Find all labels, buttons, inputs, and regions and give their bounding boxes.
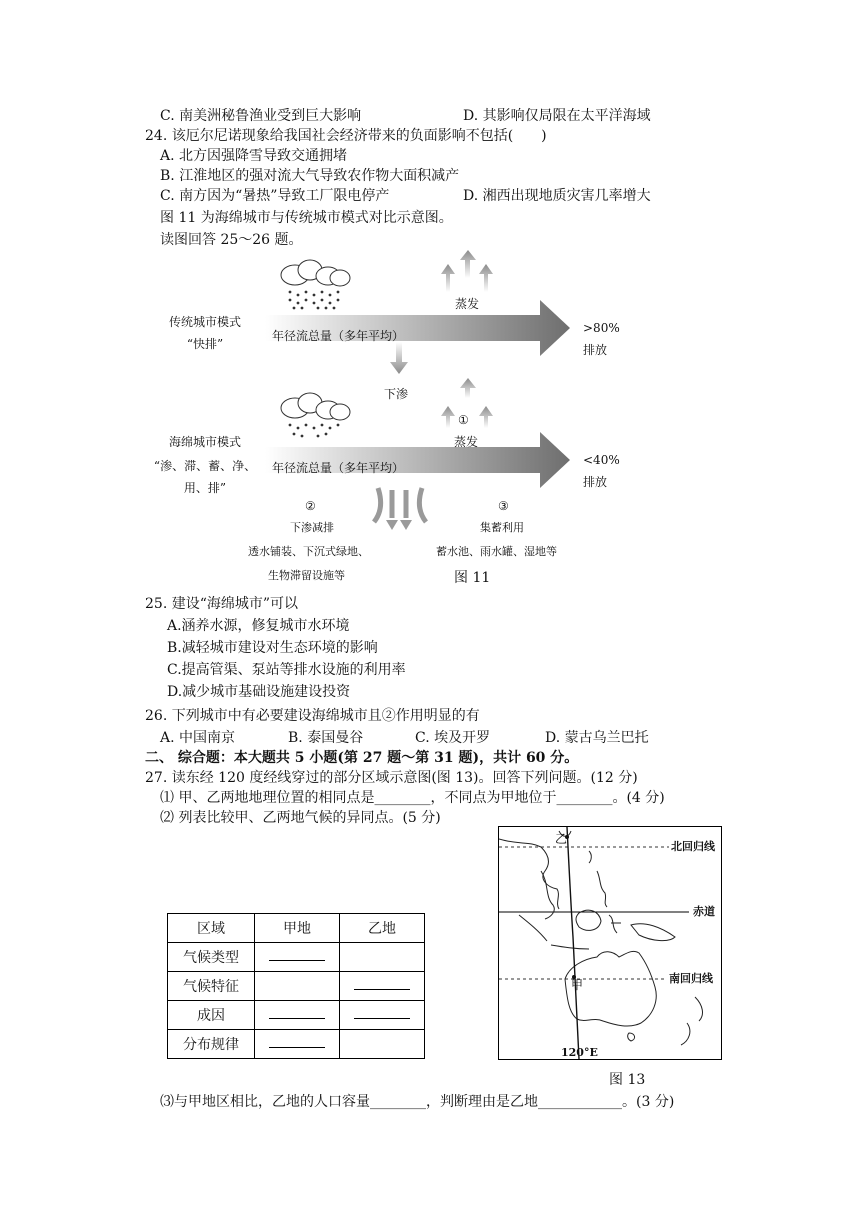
q27-sub-2: ⑵ 列表比较甲、乙两地气候的异同点。(5 分) (160, 810, 441, 826)
answer-blank[interactable] (255, 1030, 340, 1059)
q24-option-a: A. 北方因强降雪导致交通拥堵 (160, 148, 348, 164)
borneo (576, 910, 601, 930)
q24-option-d: D. 湘西出现地质灾害几率增大 (463, 188, 651, 204)
evaporation-label-top: 蒸发 (455, 297, 480, 311)
q27-sub-1: ⑴ 甲、乙两地地理位置的相同点是________，不同点为甲地位于________。(4 分) (160, 790, 665, 806)
storage-items: 蓄水池、雨水罐、湿地等 (436, 545, 557, 558)
q26-option-b: B. 泰国曼谷 (288, 730, 364, 746)
q24-option-b: B. 江淮地区的强对流大气导致农作物大面积减产 (160, 168, 460, 184)
storage-label: 集蓄利用 (480, 521, 524, 534)
q26-option-c: C. 埃及开罗 (415, 730, 491, 746)
row-label: 气候特征 (168, 972, 255, 1001)
rain-drops-bottom (289, 424, 340, 438)
table-header-row (168, 914, 425, 943)
sponge-mode-label: 海绵城市模式 (168, 435, 242, 449)
q23-option-d: D. 其影响仅局限在太平洋海域 (463, 108, 651, 124)
q23-option-c: C. 南美洲秘鲁渔业受到巨大影响 (160, 108, 362, 124)
rain-drops-top (289, 291, 340, 310)
traditional-mode-sub: “快排” (186, 337, 224, 351)
q27-sub-3: ⑶与甲地区相比，乙地的人口容量________，判断理由是乙地____________。(3 分) (160, 1094, 675, 1110)
sumatra (519, 915, 547, 941)
point-yi-label: 乙 (555, 832, 568, 846)
answer-cell[interactable] (255, 972, 340, 1001)
infiltration-curved-arrows (374, 488, 426, 522)
climate-comparison-table (167, 913, 425, 1059)
philippines (597, 871, 607, 907)
figure-13-caption: 图 13 (609, 1072, 646, 1088)
q25-option-a: A.涵养水源，修复城市水环境 (167, 618, 350, 634)
figure-11-caption: 图 11 (454, 570, 491, 586)
marker-1: ① (458, 413, 469, 427)
answer-blank[interactable] (255, 943, 340, 972)
sponge-mode-sub-2: 用、排” (183, 481, 227, 495)
reduce-items-2: 生物滞留设施等 (268, 569, 345, 582)
traditional-mode-label: 传统城市模式 (168, 315, 242, 329)
table-row (168, 972, 425, 1001)
row-label: 分布规律 (168, 1030, 255, 1059)
answer-cell[interactable] (340, 1030, 425, 1059)
runoff-label-bottom: 年径流总量（多年平均） (272, 461, 405, 475)
discharge-label-bottom: 排放 (583, 475, 608, 489)
section-2-title: 二、 综合题：本大题共 5 小题(第 27 题～第 31 题)，共计 60 分。 (145, 750, 579, 766)
marker-2: ② (305, 499, 316, 513)
taiwan (589, 851, 591, 863)
evaporation-label-bottom: 蒸发 (454, 435, 479, 449)
table-row (168, 1030, 425, 1059)
meridian-label: 120°E (561, 1046, 598, 1059)
table-header: 区域 (168, 914, 255, 943)
q24-stem: 24. 该厄尔尼诺现象给我国社会经济带来的负面影响不包括( ) (145, 128, 547, 144)
reduce-label: 下渗减排 (290, 521, 334, 534)
new-guinea (631, 924, 675, 941)
figure-13-map (498, 826, 722, 1060)
table-row (168, 943, 425, 972)
cloud-rain-icon-bottom (281, 393, 350, 420)
discharge-pct-top: >80% (583, 321, 620, 335)
runoff-label-top: 年径流总量（多年平均） (272, 329, 405, 343)
new-zealand (681, 997, 702, 1045)
reduce-items-1: 透水铺装、下沉式绿地、 (248, 545, 369, 558)
answer-cell[interactable] (340, 943, 425, 972)
q25-stem: 25. 建设“海绵城市”可以 (145, 596, 299, 612)
discharge-pct-bottom: <40% (583, 453, 620, 467)
q26-stem: 26. 下列城市中有必要建设海绵城市且②作用明显的有 (145, 708, 480, 724)
intro-line-2: 读图回答 25～26 题。 (160, 232, 303, 248)
evaporation-arrows-top (441, 250, 493, 292)
q24-option-c: C. 南方因为“暑热”导致工厂限电停产 (160, 188, 390, 204)
q26-option-d: D. 蒙古乌兰巴托 (545, 730, 649, 746)
java (551, 945, 589, 949)
tasmania (628, 1033, 635, 1041)
tropic-cancer-label: 北回归线 (671, 840, 715, 853)
meridian-120e (567, 827, 579, 1059)
marker-3: ③ (498, 499, 509, 513)
q27-stem: 27. 读东经 120 度经线穿过的部分区域示意图(图 13)。回答下列问题。(12 分) (145, 770, 638, 786)
q26-option-a: A. 中国南京 (160, 730, 236, 746)
q25-option-b: B.减轻城市建设对生态环境的影响 (167, 640, 378, 656)
answer-blank[interactable] (340, 1001, 425, 1030)
row-label: 气候类型 (168, 943, 255, 972)
answer-blank[interactable] (255, 1001, 340, 1030)
infiltration-label: 下渗 (384, 387, 409, 401)
sponge-mode-sub-1: “渗、滞、蓄、净、 (153, 459, 257, 473)
cloud-rain-icon-top (281, 260, 350, 286)
q25-option-d: D.减少城市基础设施建设投资 (167, 684, 351, 700)
q25-option-c: C.提高管渠、泵站等排水设施的利用率 (167, 662, 406, 678)
answer-blank[interactable] (340, 972, 425, 1001)
discharge-label-top: 排放 (583, 343, 608, 357)
infiltration-arrow (390, 342, 408, 374)
table-header: 甲地 (255, 914, 340, 943)
figure-11-sponge-city-diagram (150, 250, 620, 595)
tropic-capricorn-label: 南回归线 (669, 972, 713, 985)
table-row (168, 1001, 425, 1030)
equator-label: 赤道 (693, 905, 715, 918)
table-header: 乙地 (340, 914, 425, 943)
point-jia-label: 甲 (571, 978, 584, 992)
intro-line-1: 图 11 为海绵城市与传统城市模式对比示意图。 (160, 210, 453, 226)
row-label: 成因 (168, 1001, 255, 1030)
sulawesi (609, 915, 621, 933)
